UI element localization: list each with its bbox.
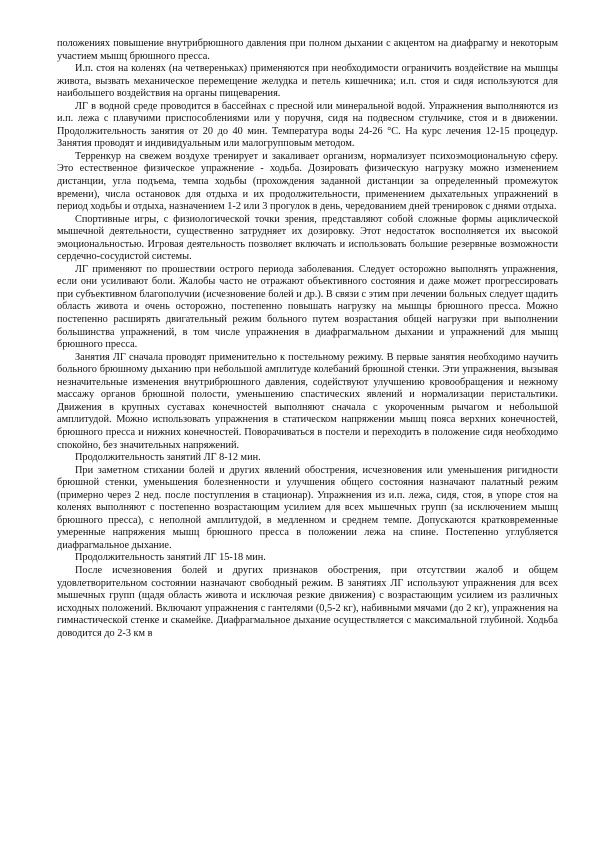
paragraph: Занятия ЛГ сначала проводят применительно к постельному режиму. В первые занятия необходимо научить больного брюшному дыханию при небольшой амплитуде колебаний брюшной стенки. Эти упражнения, вызывая незначительные изменения внутрибрюшного давления, содействуют улучшению кровообращения и нежному массажу органов брюшной полости, уменьшению спастических явлений и нормализации перистальтики. Движения в крупных суставах конечностей выполняют сначала с укороченным рычагом и небольшой амплитудой. Можно использовать упражнения в статическом напряжении мышц пояса верхних конечностей, брюшного пресса и нижних конечностей. Поворачиваться в постели и переходить в положение сидя необходимо спокойно, без значительных напряжений. (57, 351, 558, 451)
paragraph: Продолжительность занятий ЛГ 15-18 мин. (75, 552, 266, 564)
paragraph: положениях повышение внутрибрюшного давления при полном дыхании с акцентом на диафрагму и некоторым участием мышц брюшного пресса. (57, 38, 558, 62)
paragraph: И.п. стоя на коленях (на четвереньках) применяются при необходимости ограничить воздействие на мышцы живота, вызвать механическое перемещение желудка и петель кишечника; и.п. стоя и сидя используются для наибольшего воздействия на органы пищеварения. (57, 63, 558, 100)
paragraph: ЛГ применяют по прошествии острого периода заболевания. Следует осторожно выполнять упражнения, если они усиливают боли. Жалобы часто не отражают объективного состояния и даже может прогрессировать при субъективном благополучии (исчезновение болей и др.). В связи с этим при лечении больных следует щадить область живота и очень осторожно, постепенно повышать нагрузку на мышцы брюшного пресса. Можно постепенно расширять двигательный режим больного путем возрастания общей нагрузки при выполнении большинства упражнений, в том числе упражнения в диафрагмальном дыхании и упражнений для мышц брюшного пресса. (57, 263, 558, 351)
paragraph: После исчезновения болей и других признаков обострения, при отсутствии жалоб и общем удовлетворительном состоянии назначают свободный режим. В занятиях ЛГ используют упражнения для всех мышечных групп (щадя область живота и исключая резкие движения) с возрастающим усилием из различных исходных положений. Включают упражнения с гантелями (0,5-2 кг), набивными мячами (до 2 кг), упражнения на гимнастической стенке и скамейке. Диафрагмальное дыхание осуществляется с максимальной глубиной. Ходьба доводится до 2-3 км в (57, 564, 558, 639)
paragraph: Продолжительность занятий ЛГ 8-12 мин. (75, 452, 261, 464)
paragraph: ЛГ в водной среде проводится в бассейнах с пресной или минеральной водой. Упражнения выполняются из и.п. лежа с плавучими приспособлениями или у поручня, сидя на подвесном стульчике, стоя и в движении. Продолжительность занятия от 20 до 40 мин. Температура воды 24-26 °С. На курс лечения 12-15 процедур. Занятия проводят и индивидуальным или малогрупповым методом. (57, 100, 558, 150)
paragraph: Спортивные игры, с физиологической точки зрения, представляют собой сложные формы ациклической мышечной деятельности, существенно затрудняет их дозировку. Этот недостаток восполняется их высокой эмоциональностью. Игровая деятельность позволяет включать и использовать большие резервные возможности сердечно-сосудистой системы. (57, 213, 558, 263)
paragraph: При заметном стихании болей и других явлений обострения, исчезновения или уменьшения ригидности брюшной стенки, уменьшения болезненности и улучшения общего состояния назначают палатный режим (примерно через 2 нед. после поступления в стационар). Упражнения из и.п. лежа, сидя, стоя, в упоре стоя на коленях выполняют с постепенно возрастающим усилием для всех мышечных групп (за исключением мышц брюшного пресса), с неполной амплитудой, в медленном и среднем темпе. Допускаются кратковременные умеренные напряжения мышц брюшного пресса в положении лежа на спине. Постепенно углубляется диафрагмальное дыхание. (57, 464, 558, 551)
paragraph: Терренкур на свежем воздухе тренирует и закаливает организм, нормализует психоэмоциональную сферу. Это естественное физическое упражнение - ходьба. Дозировать физическую нагрузку можно изменением дистанции, угла подъема, темпа ходьбы (прохождения заданной дистанции за определенный промежуток времени), числа остановок для отдыха и их продолжительности, применением дыхательных упражнений в период ходьбы и отдыха, назначением 1-2 или 3 прогулок в день, чередованием дней тренировок с днями отдыха. (57, 150, 558, 213)
document-body (57, 38, 558, 640)
